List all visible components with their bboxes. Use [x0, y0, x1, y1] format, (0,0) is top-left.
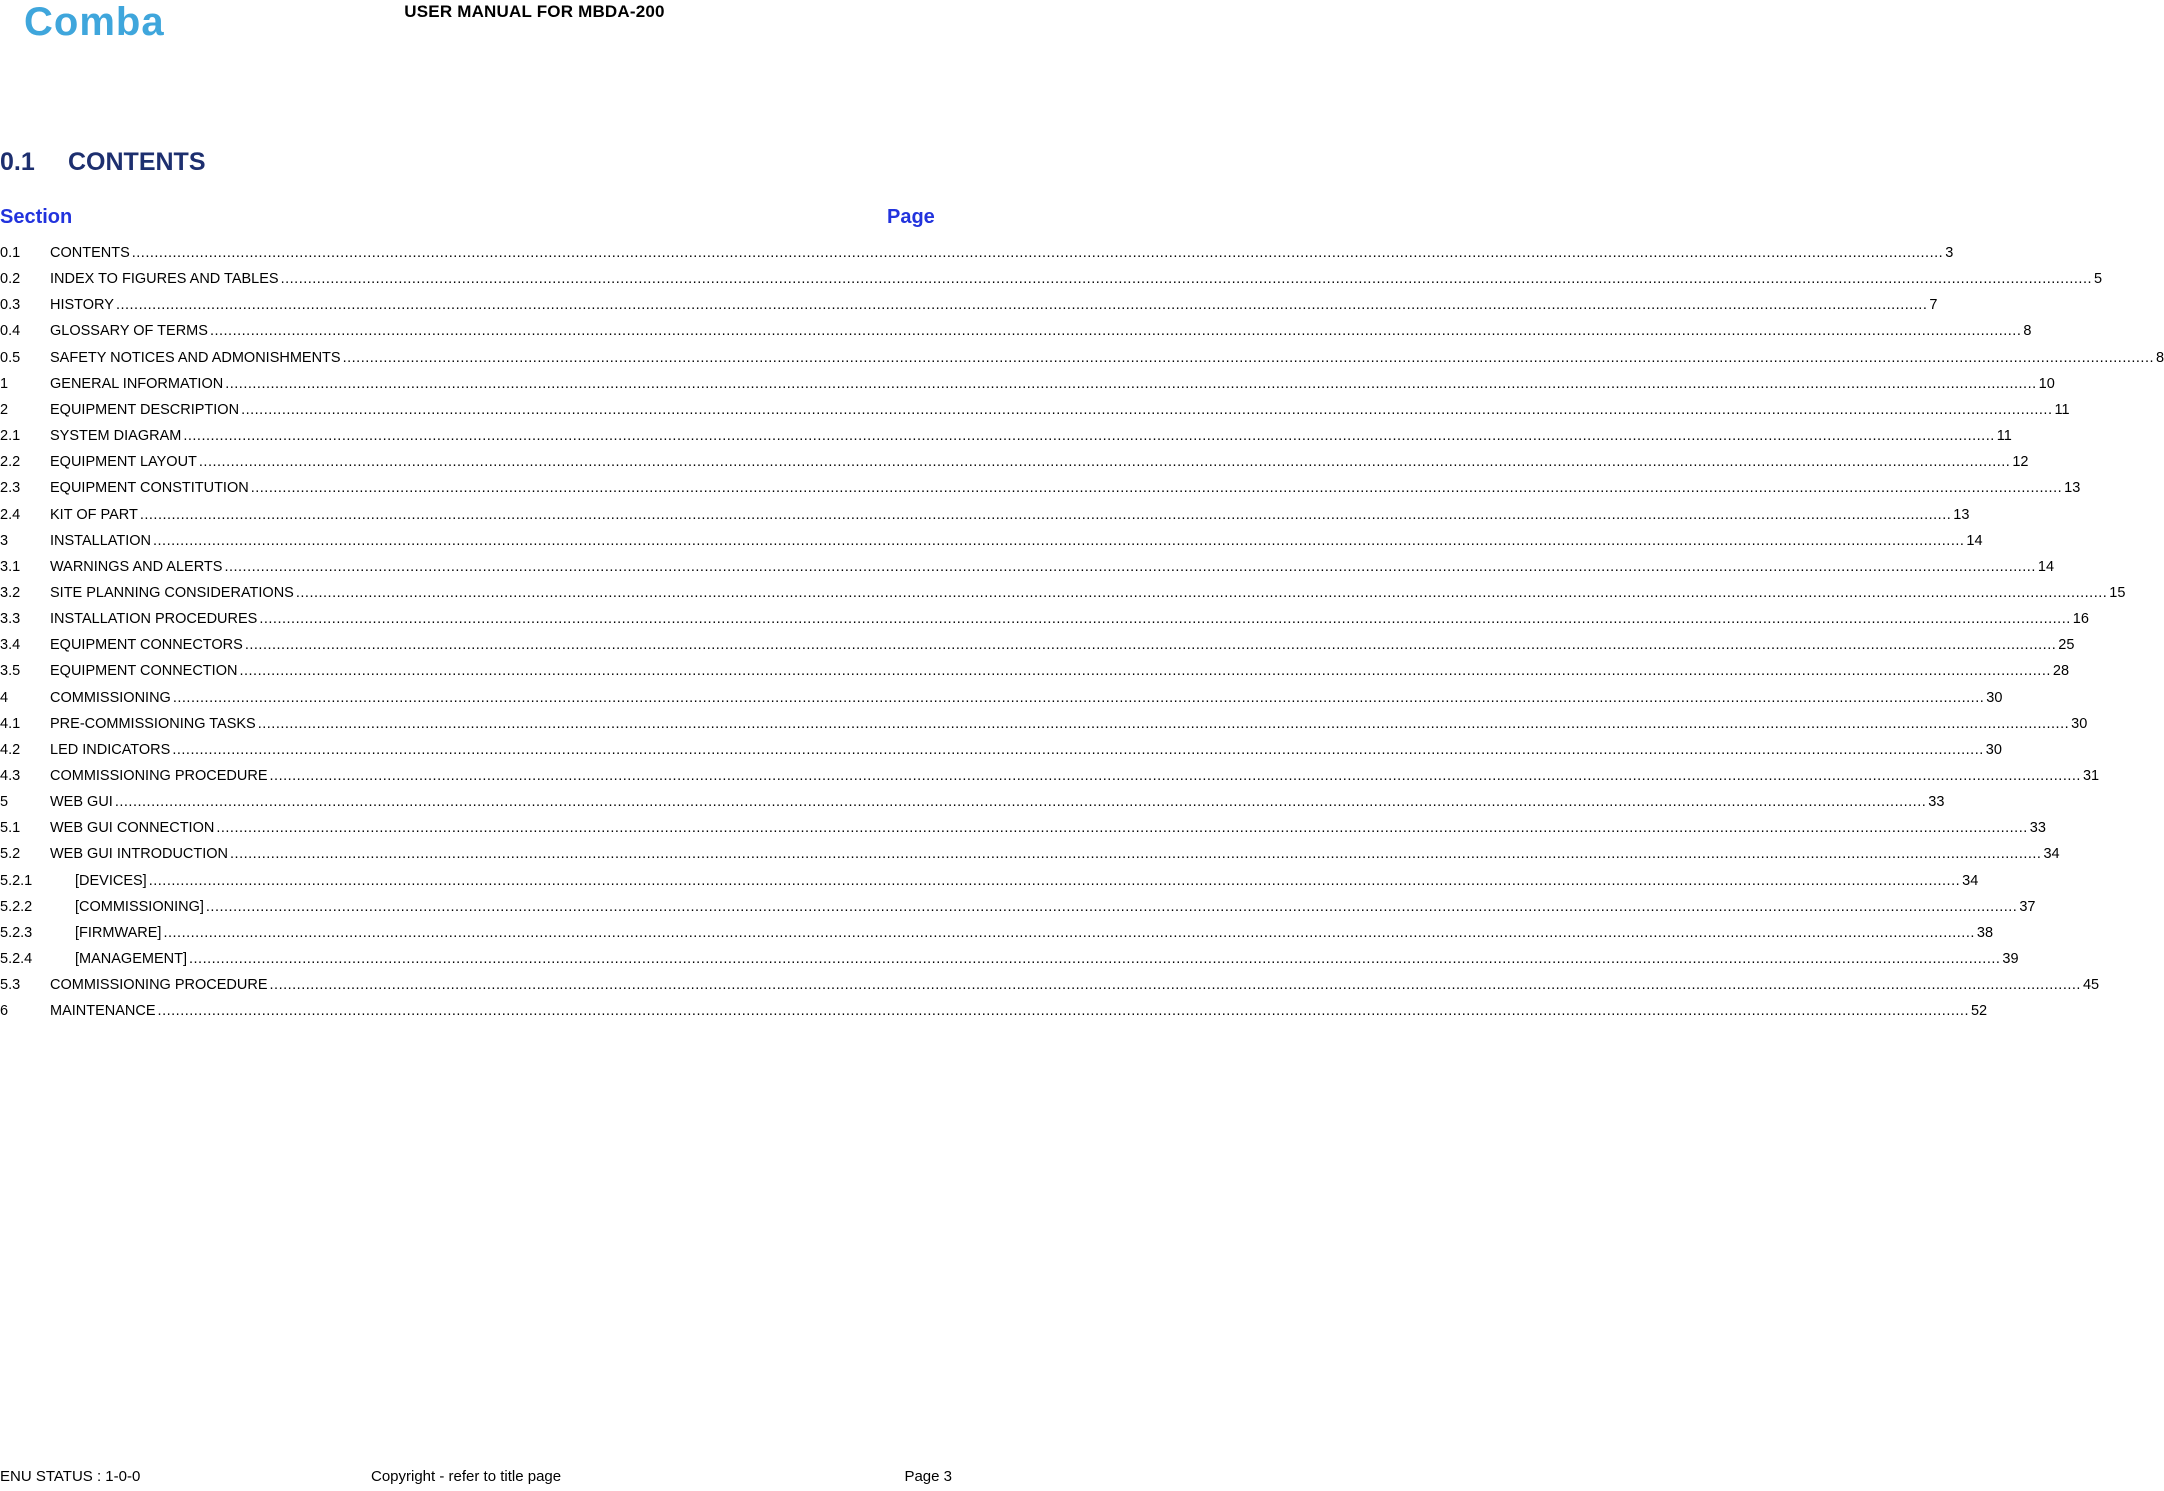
toc-dot-leader: ................................................................................................................................................................................................................................................................................................................................................................................................................: [225, 375, 2037, 392]
toc-entry-title: EQUIPMENT DESCRIPTION: [50, 401, 240, 418]
toc-dot-leader: ................................................................................................................................................................................................................................................................................................................................................................................................................: [209, 323, 2022, 340]
toc-dot-leader: ................................................................................................................................................................................................................................................................................................................................................................................................................: [239, 663, 2051, 680]
toc-entry-title: WEB GUI: [50, 794, 113, 811]
toc-entry-title: WARNINGS AND ALERTS: [50, 558, 223, 575]
toc-entry-number: 0.2: [0, 271, 21, 288]
toc-entry-number: 4: [0, 689, 9, 706]
toc-entry-number: 5.2.4: [0, 951, 33, 968]
toc-entry-number: 2.1: [0, 428, 21, 445]
toc-entry-title: WEB GUI INTRODUCTION: [50, 846, 229, 863]
toc-dot-leader: ................................................................................................................................................................................................................................................................................................................................................................................................................: [269, 768, 2081, 784]
toc-entry-title: COMMISSIONING PROCEDURE: [50, 977, 268, 994]
toc-entry-title: [FIRMWARE]: [75, 924, 162, 941]
toc-dot-leader: ................................................................................................................................................................................................................................................................................................................................................................................................................: [114, 794, 1927, 811]
toc-entry-number: 3.3: [0, 611, 21, 628]
toc-entry[interactable]: [0, 554, 2055, 580]
toc-entry-page: 34: [1962, 872, 1979, 889]
toc-entry[interactable]: [0, 449, 2029, 475]
toc-entry-number: 3: [0, 532, 9, 549]
toc-entry-number: 3.4: [0, 637, 21, 654]
toc-dot-leader: ................................................................................................................................................................................................................................................................................................................................................................................................................: [280, 271, 2093, 288]
toc-entry-number: 5.2.3: [0, 924, 33, 941]
toc-dot-leader: ................................................................................................................................................................................................................................................................................................................................................................................................................: [224, 558, 2036, 575]
toc-entry-title: SITE PLANNING CONSIDERATIONS: [50, 584, 294, 601]
toc-dot-leader: ................................................................................................................................................................................................................................................................................................................................................................................................................: [115, 297, 1928, 314]
toc-entry[interactable]: [0, 894, 2036, 920]
toc-entry-number: 0.3: [0, 297, 21, 314]
toc-entry[interactable]: [0, 240, 1954, 266]
toc-entry-page: 31: [2082, 768, 2100, 784]
toc-entry[interactable]: [0, 972, 2100, 998]
toc-entry-page: 25: [2058, 637, 2075, 654]
toc-entry-page: 30: [1986, 689, 2003, 706]
toc-dot-leader: ................................................................................................................................................................................................................................................................................................................................................................................................................: [257, 715, 2070, 732]
toc-dot-leader: ................................................................................................................................................................................................................................................................................................................................................................................................................: [163, 924, 1975, 941]
toc-entry-title: EQUIPMENT CONNECTORS: [50, 637, 243, 654]
toc-dot-leader: ................................................................................................................................................................................................................................................................................................................................................................................................................: [139, 506, 1952, 523]
toc-entry-page: 13: [2064, 480, 2081, 497]
contents-heading: [0, 148, 206, 177]
toc-entry-page: 39: [2002, 951, 2019, 968]
toc-entry[interactable]: [0, 580, 2126, 606]
toc-entry-page: 15: [2109, 584, 2126, 601]
toc-entry-title: GLOSSARY OF TERMS: [50, 323, 208, 340]
toc-entry-number: 3.1: [0, 558, 21, 575]
toc-entry[interactable]: [0, 632, 2075, 658]
toc-entry[interactable]: [0, 502, 1970, 528]
toc-dot-leader: ................................................................................................................................................................................................................................................................................................................................................................................................................: [259, 611, 2071, 628]
toc-entry-page: 37: [2019, 898, 2036, 915]
toc-entry-page: 28: [2052, 663, 2070, 680]
toc-entry[interactable]: [0, 371, 2055, 397]
toc-entry-number: 5.2.2: [0, 898, 33, 915]
toc-entry[interactable]: [0, 920, 1994, 946]
toc-entry-page: 14: [2037, 558, 2055, 575]
toc-entry-title: EQUIPMENT CONNECTION: [50, 663, 238, 680]
toc-entry-title: INSTALLATION: [50, 532, 151, 549]
toc-entry-title: KIT OF PART: [50, 506, 138, 523]
toc-entry-number: 3.2: [0, 584, 21, 601]
toc-dot-leader: ................................................................................................................................................................................................................................................................................................................................................................................................................: [241, 401, 2053, 418]
toc-entry[interactable]: [0, 841, 2060, 867]
toc-dot-leader: ................................................................................................................................................................................................................................................................................................................................................................................................................: [172, 741, 1984, 758]
toc-entry-page: 3: [1945, 245, 1954, 261]
toc-dot-leader: ................................................................................................................................................................................................................................................................................................................................................................................................................: [216, 820, 2028, 837]
toc-entry-number: 1: [0, 375, 9, 392]
toc-entry-title: SYSTEM DIAGRAM: [50, 428, 182, 445]
toc-entry-title: SAFETY NOTICES AND ADMONISHMENTS: [50, 349, 341, 366]
toc-entry-number: 0.4: [0, 323, 21, 340]
toc-dot-leader: ................................................................................................................................................................................................................................................................................................................................................................................................................: [230, 846, 2042, 863]
toc-entry-number: 4.2: [0, 741, 21, 758]
toc-dot-leader: ................................................................................................................................................................................................................................................................................................................................................................................................................: [131, 245, 1944, 261]
toc-entry-number: 4.1: [0, 715, 21, 732]
toc-entry-number: 3.5: [0, 663, 21, 680]
toc-entry-page: 5: [2094, 271, 2103, 288]
footer-copyright: Copyright - refer to title page: [371, 1468, 562, 1485]
toc-dot-leader: ................................................................................................................................................................................................................................................................................................................................................................................................................: [244, 637, 2057, 654]
toc-dot-leader: ................................................................................................................................................................................................................................................................................................................................................................................................................: [148, 872, 1961, 889]
toc-entry-title: INSTALLATION PROCEDURES: [50, 611, 258, 628]
toc-entry-page: 34: [2043, 846, 2060, 863]
toc-dot-leader: ................................................................................................................................................................................................................................................................................................................................................................................................................: [205, 898, 2018, 915]
toc-dot-leader: ................................................................................................................................................................................................................................................................................................................................................................................................................: [269, 977, 2081, 994]
toc-entry-number: 6: [0, 1003, 9, 1020]
toc-entry-page: 11: [1996, 428, 2012, 445]
section-column-label: Section: [0, 206, 73, 228]
toc-entry-number: 2.2: [0, 454, 21, 471]
toc-entry[interactable]: [0, 711, 2088, 737]
toc-entry-page: 33: [1928, 794, 1945, 811]
toc-entry[interactable]: [0, 789, 1945, 815]
toc-entry-number: 0.1: [0, 245, 21, 261]
toc-entry[interactable]: [0, 763, 2100, 789]
toc-entry-number: 0.5: [0, 349, 21, 366]
toc-entry[interactable]: [0, 606, 2089, 632]
toc-entry-title: EQUIPMENT LAYOUT: [50, 454, 197, 471]
toc-dot-leader: ................................................................................................................................................................................................................................................................................................................................................................................................................: [152, 532, 1965, 549]
toc-entry-page: 30: [2071, 715, 2088, 732]
toc-entry[interactable]: [0, 737, 2002, 763]
toc-entry[interactable]: [0, 528, 1983, 554]
toc-entry-title: COMMISSIONING: [50, 689, 171, 706]
toc-entry-title: WEB GUI CONNECTION: [50, 820, 215, 837]
toc-dot-leader: ................................................................................................................................................................................................................................................................................................................................................................................................................: [295, 584, 2108, 601]
toc-entry-page: 16: [2072, 611, 2089, 628]
toc-entry-number: 4.3: [0, 768, 21, 784]
toc-entry-page: 8: [2156, 349, 2164, 366]
toc-dot-leader: ................................................................................................................................................................................................................................................................................................................................................................................................................: [157, 1003, 1969, 1020]
toc-entry-title: [DEVICES]: [75, 872, 147, 889]
toc-entry[interactable]: [0, 292, 1938, 318]
heading-number: 0.1: [0, 148, 35, 176]
toc-dot-leader: ................................................................................................................................................................................................................................................................................................................................................................................................................: [183, 428, 1995, 445]
toc-entry-number: 5.1: [0, 820, 21, 837]
page-footer: [0, 1468, 974, 1488]
toc-entry-page: 12: [2012, 454, 2029, 471]
toc-entry[interactable]: [0, 266, 2103, 292]
toc-entry[interactable]: [0, 397, 2070, 423]
toc-entry-page: 33: [2029, 820, 2046, 837]
toc-entry[interactable]: [0, 815, 2046, 841]
toc-entry-title: GENERAL INFORMATION: [50, 375, 224, 392]
toc-entry-title: HISTORY: [50, 297, 114, 314]
toc-dot-leader: ................................................................................................................................................................................................................................................................................................................................................................................................................: [172, 689, 1985, 706]
toc-entry-page: 7: [1929, 297, 1938, 314]
toc-entry-number: 5: [0, 794, 9, 811]
toc-entry-title: CONTENTS: [50, 245, 130, 261]
toc-entry-title: INDEX TO FIGURES AND TABLES: [50, 271, 279, 288]
footer-status: ENU STATUS : 1-0-0: [0, 1468, 141, 1485]
toc-entry[interactable]: [0, 685, 2003, 711]
toc-entry-page: 11: [2054, 401, 2070, 418]
toc-entry-page: 30: [1985, 741, 2002, 758]
document-title: USER MANUAL FOR MBDA-200: [404, 2, 665, 21]
toc-entry-number: 5.2.1: [0, 872, 33, 889]
toc-entry[interactable]: [0, 998, 1988, 1024]
toc-entry-number: 5.3: [0, 977, 21, 994]
toc-entry-page: 8: [2023, 323, 2032, 340]
toc-entry-title: [COMMISSIONING]: [75, 898, 204, 915]
toc-entry-number: 5.2: [0, 846, 21, 863]
toc-entry-title: LED INDICATORS: [50, 741, 171, 758]
toc-entry-page: 13: [1953, 506, 1970, 523]
toc-entry-number: 2.3: [0, 480, 21, 497]
toc-entry-page: 45: [2082, 977, 2100, 994]
toc-entry-title: COMMISSIONING PROCEDURE: [50, 768, 268, 784]
heading-title: CONTENTS: [68, 148, 206, 176]
toc-entry-number: 2: [0, 401, 9, 418]
toc-entry-title: EQUIPMENT CONSTITUTION: [50, 480, 249, 497]
toc-entry-page: 14: [1966, 532, 1983, 549]
toc-dot-leader: ................................................................................................................................................................................................................................................................................................................................................................................................................: [250, 480, 2063, 497]
toc-entry[interactable]: [0, 868, 1979, 894]
toc-entry-page: 52: [1970, 1003, 1988, 1020]
toc-entry-page: 38: [1976, 924, 1994, 941]
toc-entry[interactable]: [0, 475, 2081, 501]
toc-entry[interactable]: [0, 658, 2070, 684]
toc-entry-title: PRE-COMMISSIONING TASKS: [50, 715, 256, 732]
toc-entry[interactable]: [0, 946, 2019, 972]
logo-text: Comba: [24, 0, 165, 44]
toc-dot-leader: ................................................................................................................................................................................................................................................................................................................................................................................................................: [188, 951, 2001, 968]
toc-dot-leader: ................................................................................................................................................................................................................................................................................................................................................................................................................: [342, 349, 2155, 366]
toc-entry-number: 2.4: [0, 506, 21, 523]
footer-page-number: Page 3: [904, 1468, 952, 1485]
toc-entry[interactable]: [0, 318, 2032, 344]
toc-dot-leader: ................................................................................................................................................................................................................................................................................................................................................................................................................: [198, 454, 2011, 471]
toc-entry-page: 10: [2038, 375, 2055, 392]
toc-entry[interactable]: [0, 423, 2012, 449]
toc-entry[interactable]: [0, 345, 2164, 371]
toc-entry-title: [MANAGEMENT]: [75, 951, 187, 968]
page-column-label: Page: [887, 206, 935, 228]
toc-entry-title: MAINTENANCE: [50, 1003, 156, 1020]
